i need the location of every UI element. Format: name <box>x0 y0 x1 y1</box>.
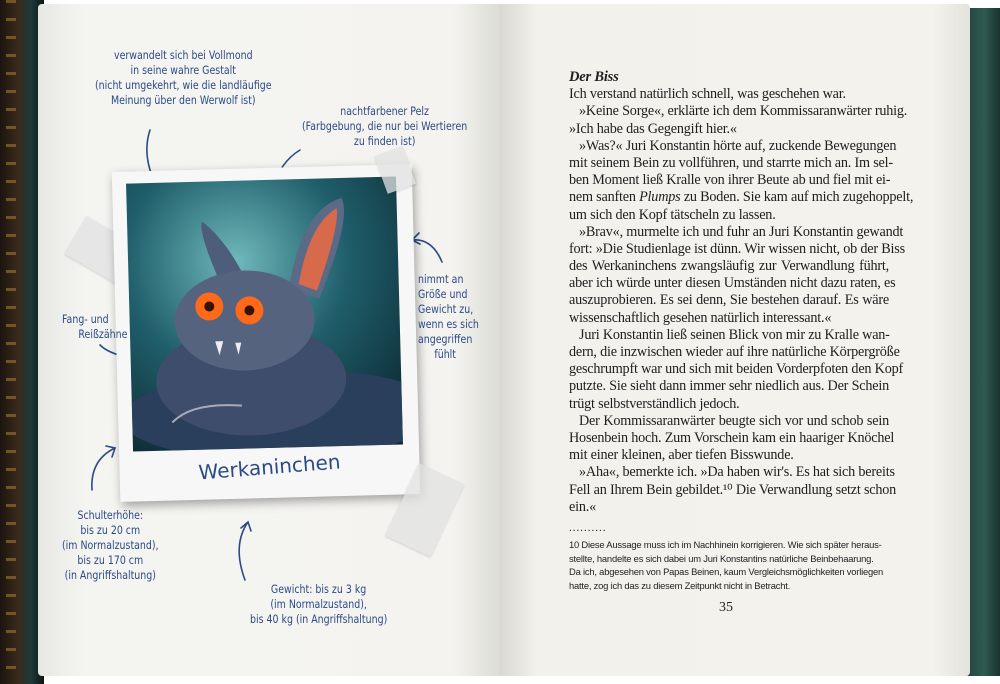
text-lines <box>569 86 914 516</box>
note-line: (Farbgebung, die nur bei Wertieren <box>302 119 468 133</box>
footnote-line: hatte, zog ich das zu diesem Zeitpunkt nicht in Betracht. <box>569 579 791 591</box>
annotation-pelz <box>302 104 467 149</box>
note-line: fühlt <box>434 347 457 361</box>
note-line: (in Angriffshaltung) <box>64 568 156 582</box>
note-line: in seine wahre Gestalt <box>130 63 237 77</box>
footnote-line: 10 Diese Aussage muss ich im Nachhinein korrigieren. Wie sich später heraus- <box>569 539 882 550</box>
note-line: (im Normalzustand), <box>62 538 159 552</box>
annotation-gewicht <box>250 582 387 627</box>
note-line: Größe und <box>418 287 468 301</box>
footnote-separator: .......... <box>569 522 607 534</box>
note-line: Gewicht: bis zu 3 kg <box>270 582 367 596</box>
note-line: nimmt an <box>418 272 464 286</box>
text-line: des Werkaninchens zwangsläufig zur Verwandlung führt, <box>569 258 889 275</box>
text-line: geschrumpft war und sich mit beiden Vorderpfoten den Kopf <box>569 361 904 378</box>
polaroid-photo <box>112 164 421 502</box>
arrow-schulter <box>92 446 115 490</box>
note-line: wenn es sich <box>418 317 479 331</box>
polaroid-caption: Werkaninchen <box>197 449 342 485</box>
text-line: ben Moment ließ Kralle von ihrer Beute ab und fiel mit ei- <box>569 172 891 189</box>
note-line: verwandelt sich bei Vollmond <box>113 48 253 62</box>
text-line: putzte. Sie sieht dann immer sehr niedlich aus. Der Schein <box>569 378 889 395</box>
note-line: bis zu 20 cm <box>80 523 141 537</box>
arrow-groesse <box>412 233 442 262</box>
note-line: Reißzähne <box>78 327 128 341</box>
note-line: bis zu 170 cm <box>77 553 144 567</box>
note-line: bis 40 kg (in Angriffshaltung) <box>250 612 388 626</box>
note-line: Gewicht zu, <box>418 302 474 316</box>
text-line: »Was?« Juri Konstantin hörte auf, zuckende Bewegungen <box>579 137 897 154</box>
text-line: mit einer kleinen, aber tiefen Bisswunde. <box>569 447 794 464</box>
text-line: Hosenbein hoch. Zum Vorschein kam ein haariger Knöchel <box>569 429 895 446</box>
text-line: wissenschaftlich gesehen natürlich interessant.« <box>569 309 832 326</box>
page-number: 35 <box>719 600 733 615</box>
note-line: (nicht umgekehrt, wie die landläufige <box>95 78 272 92</box>
text-line: »Keine Sorge«, erklärte ich dem Kommissaranwärter ruhig. <box>579 103 908 120</box>
text-line: Fell an Ihrem Bein gebildet.¹⁰ Die Verwandlung setzt schon <box>569 481 897 498</box>
text-line: ein.« <box>569 498 596 515</box>
text-line: fort: »Die Studienlage ist dünn. Wir wissen nicht, ob der Biss <box>569 240 905 257</box>
footnote-line: Da ich, abgesehen von Papas Beinen, kaum Vergleichsmöglichkeiten vorliegen <box>569 566 884 578</box>
text-line: aber ich würde unter diesen Umständen nicht dazu raten, es <box>569 275 896 292</box>
annotation-schulter <box>62 508 159 583</box>
text-line: Ich verstand natürlich schnell, was geschehen war. <box>569 86 846 103</box>
text-line: auszuprobieren. Es sei denn, Sie bestehen darauf. Es wäre <box>569 292 889 309</box>
text-line: »Brav«, murmelte ich und fuhr an Juri Konstantin gewandt <box>579 223 904 240</box>
text-line: »Ich habe das Gegengift hier.« <box>569 120 737 137</box>
body-text <box>569 69 914 516</box>
text-line: nem sanften Plumps zu Boden. Sie kam auf mich zugehoppelt, <box>569 189 914 206</box>
annotation-zaehne <box>62 312 127 342</box>
text-line: »Aha«, bemerkte ich. »Da haben wir's. Es hat sich bereits <box>579 464 895 481</box>
note-line: (im Normalzustand), <box>270 597 367 611</box>
text-line: um sich den Kopf tätscheln zu lassen. <box>569 206 776 223</box>
annotation-groesse <box>418 272 479 362</box>
note-line: zu finden ist) <box>353 134 416 148</box>
note-line: nachtfarbener Pelz <box>340 104 429 118</box>
text-line: Juri Konstantin ließ seinen Blick von mir zu Kralle wan- <box>579 326 890 343</box>
footnote <box>569 538 889 592</box>
text-line: mit seinem Bein zu vollführen, und starrte mich an. Im sel- <box>569 154 893 171</box>
note-line: angegriffen <box>418 332 473 346</box>
text-line: trügt selbstverständlich jedoch. <box>569 395 740 412</box>
werkaninchen-illustration <box>126 177 403 452</box>
arrow-gewicht <box>239 522 251 580</box>
annotation-vollmond <box>95 48 272 108</box>
note-line: Schulterhöhe: <box>77 508 144 522</box>
footnote-line: stellte, handelte es sich dabei um Juri Konstantins natürliche Beinbehaarung. <box>569 552 874 564</box>
note-line: Fang- und <box>62 312 109 326</box>
section-heading: Der Biss <box>569 69 619 85</box>
note-line: Meinung über den Werwolf ist) <box>110 93 256 107</box>
text-line: dern, die inzwischen wieder auf ihre natürliche Körpergröße <box>569 344 900 360</box>
rabbit-image <box>126 177 403 452</box>
text-line: Der Kommissaranwärter beugte sich vor und schob sein <box>579 412 889 429</box>
